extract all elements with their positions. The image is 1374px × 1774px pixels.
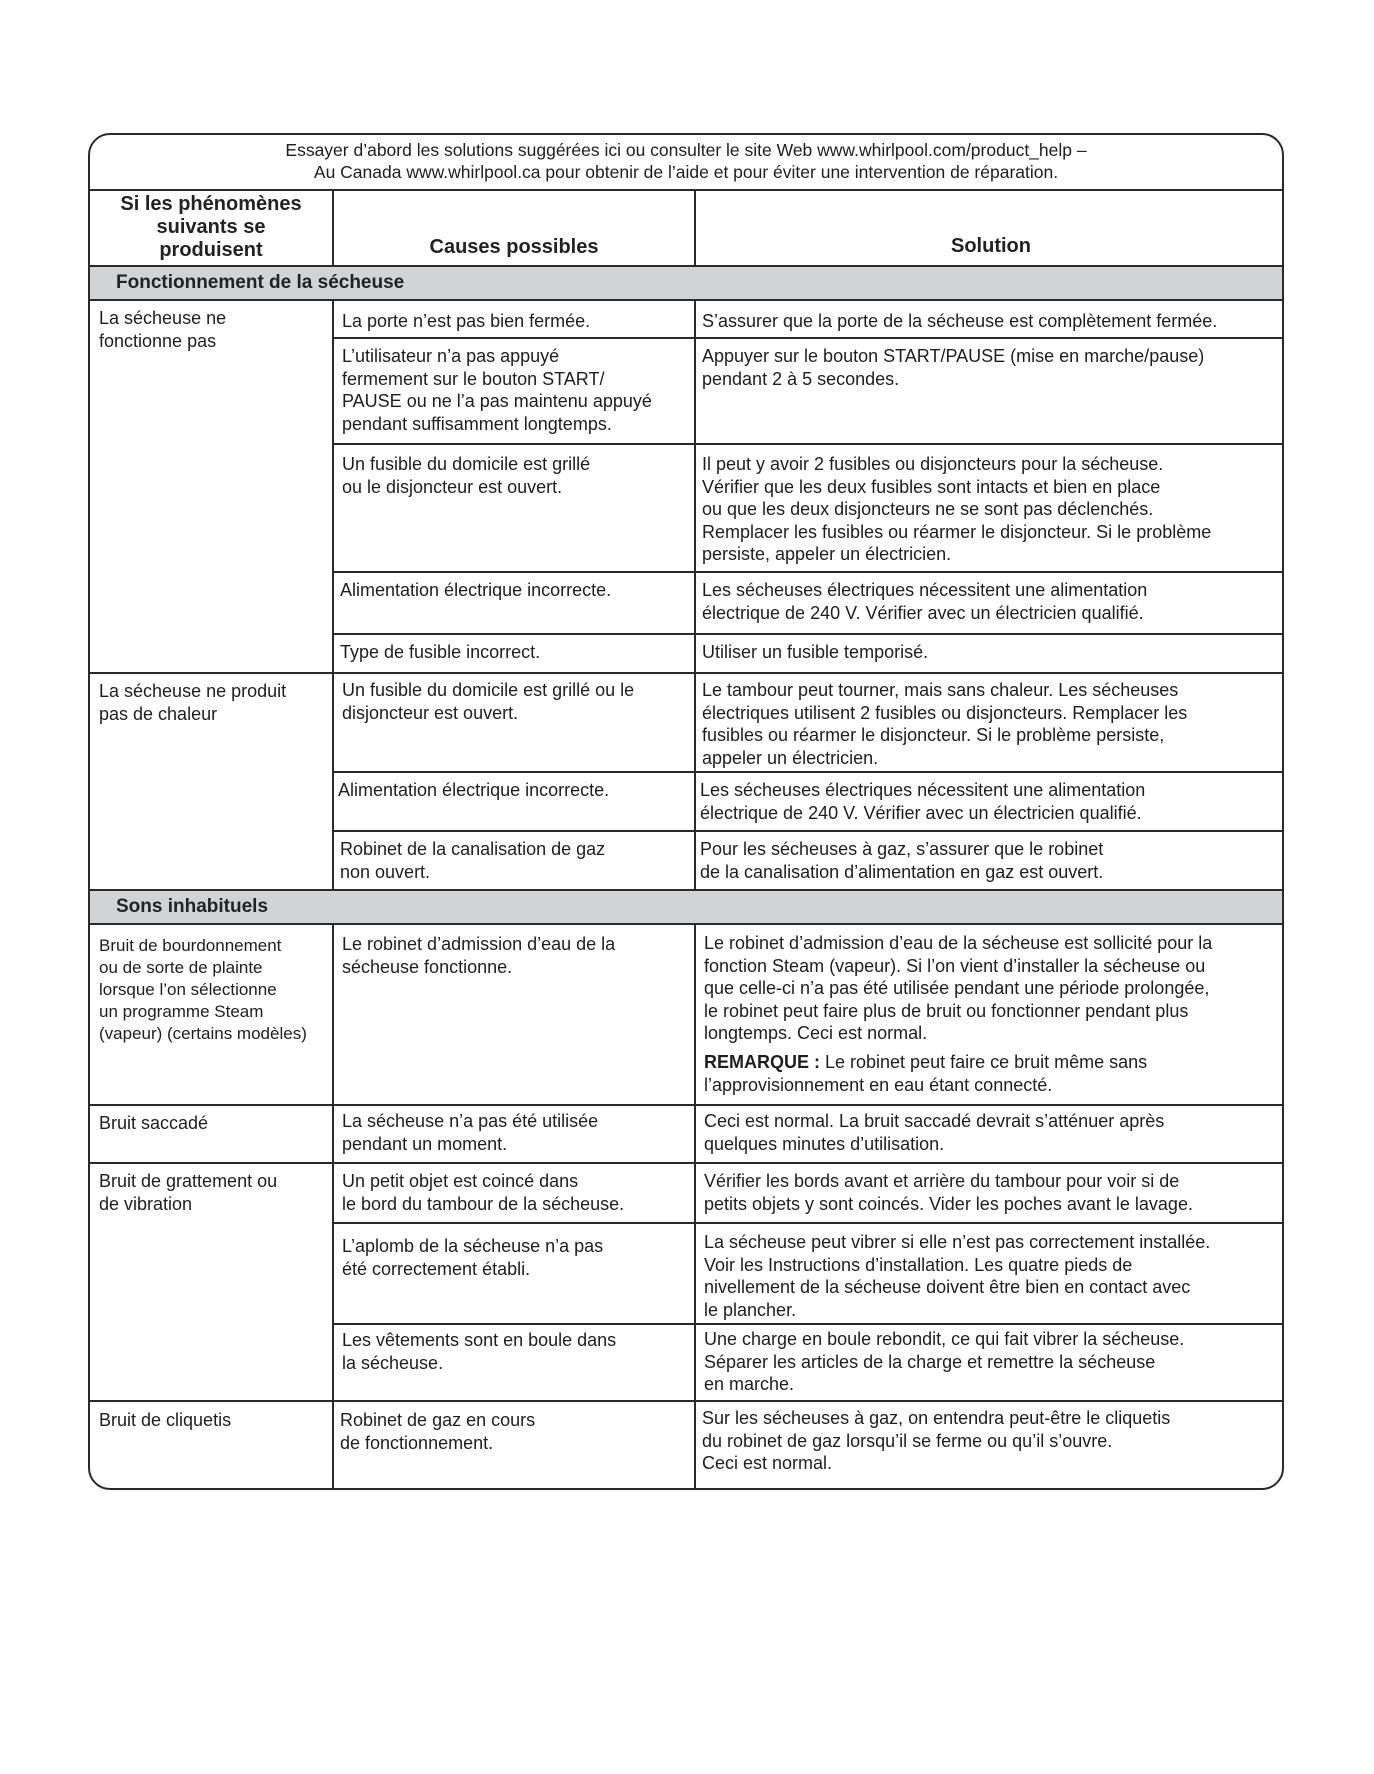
- cause-text: Le robinet d’admission d’eau de la sécheuse fonctionne.: [342, 934, 616, 977]
- cause-text: Les vêtements sont en boule dans la sécheuse.: [342, 1330, 617, 1373]
- row-divider: [332, 771, 1284, 773]
- note-label: REMARQUE :: [704, 1052, 820, 1072]
- cause-text: L’utilisateur n’a pas appuyé fermement sur le bouton START/ PAUSE ou ne l’a pas maintenu appuyé pendant suffisamment longtemps.: [342, 346, 652, 434]
- solution-text: Une charge en boule rebondit, ce qui fait vibrer la sécheuse. Séparer les articles de la charge et remettre la sécheuse en marche.: [704, 1329, 1185, 1394]
- solution-text: S’assurer que la porte de la sécheuse est complètement fermée.: [702, 311, 1218, 331]
- note-text: Le robinet peut faire ce bruit même sans l’approvisionnement en eau étant connecté.: [704, 1052, 1148, 1095]
- problem-text: Bruit de bourdonnement ou de sorte de plainte lorsque l’on sélectionne un programme Steam (vapeur) (certains modèles): [99, 936, 307, 1043]
- solution-text: Les sécheuses électriques nécessitent une alimentation électrique de 240 V. Vérifier avec un électricien qualifié.: [702, 580, 1148, 623]
- cause-text: Un petit objet est coincé dans le bord du tambour de la sécheuse.: [342, 1171, 625, 1214]
- row-divider: [90, 672, 1284, 674]
- row-divider: [332, 443, 1284, 445]
- divider-col-1: [332, 925, 334, 1490]
- section-header-operation: Fonctionnement de la sécheuse: [90, 265, 1282, 301]
- solution-text: Pour les sécheuses à gaz, s’assurer que le robinet de la canalisation d’alimentation en gaz est ouvert.: [700, 839, 1104, 882]
- row-divider: [90, 1162, 1284, 1164]
- intro-line-1: Essayer d’abord les solutions suggérées ici ou consulter le site Web www.whirlpool.com/product_help –: [285, 140, 1087, 160]
- header-causes: Causes possibles: [332, 191, 694, 267]
- problem-text: Bruit de grattement ou de vibration: [99, 1171, 278, 1214]
- row-divider: [332, 1222, 1284, 1224]
- cause-text: Robinet de gaz en cours de fonctionnement.: [340, 1410, 536, 1453]
- solution-text: Sur les sécheuses à gaz, on entendra peut-être le cliquetis du robinet de gaz lorsqu’il se ferme ou qu’il s’ouvre. Ceci est normal.: [702, 1408, 1171, 1473]
- row-divider: [332, 1323, 1284, 1325]
- intro-line-2: Au Canada www.whirlpool.ca pour obtenir de l’aide et pour éviter une intervention de réparation.: [313, 162, 1059, 182]
- cause-text: Robinet de la canalisation de gaz non ouvert.: [340, 839, 606, 882]
- solution-text: Le robinet d’admission d’eau de la sécheuse est sollicité pour la fonction Steam (vapeur). Si l’on vient d’installer la sécheuse ou que celle-ci n’a pas été utilisée pendant une période prolongée, le robinet peut faire plus de bruit ou fonctionner pendant plus longtemps. Ceci est normal.: [704, 933, 1213, 1043]
- solution-text: La sécheuse peut vibrer si elle n’est pas correctement installée. Voir les Instructions d’installation. Les quatre pieds de nivellement de la sécheuse doivent être bien en contact avec le plancher.: [704, 1232, 1211, 1320]
- cause-text: L’aplomb de la sécheuse n’a pas été correctement établi.: [342, 1236, 604, 1279]
- divider-col-2: [694, 925, 696, 1490]
- divider-col-1: [332, 301, 334, 889]
- solution-text: Les sécheuses électriques nécessitent une alimentation électrique de 240 V. Vérifier avec un électricien qualifié.: [700, 780, 1146, 823]
- cause-text: Un fusible du domicile est grillé ou le disjoncteur est ouvert.: [342, 680, 635, 723]
- row-divider: [332, 337, 1284, 339]
- cause-text: Un fusible du domicile est grillé ou le disjoncteur est ouvert.: [342, 454, 591, 497]
- header-problem: Si les phénomènes suivants se produisent: [120, 193, 302, 261]
- row-divider: [332, 830, 1284, 832]
- intro-banner: [90, 135, 1282, 191]
- problem-text: La sécheuse ne produit pas de chaleur: [99, 681, 287, 724]
- solution-text: Il peut y avoir 2 fusibles ou disjoncteurs pour la sécheuse. Vérifier que les deux fusibles sont intacts et bien en place ou que les deux disjoncteurs ne se sont pas déclenchés. Remplacer les fusibles ou réarmer le disjoncteur. Si le problème persiste, appeler un électricien.: [702, 454, 1212, 564]
- cause-text: La sécheuse n’a pas été utilisée pendant un moment.: [342, 1111, 599, 1154]
- divider-col-2: [694, 301, 696, 889]
- cause-text: Alimentation électrique incorrecte.: [338, 780, 610, 800]
- section-header-sounds: Sons inhabituels: [90, 889, 1282, 925]
- solution-text: Le tambour peut tourner, mais sans chaleur. Les sécheuses électriques utilisent 2 fusibles ou disjoncteurs. Remplacer les fusibles ou réarmer le disjoncteur. Si le problème persiste, appeler un électricien.: [702, 680, 1188, 768]
- problem-text: Bruit de cliquetis: [99, 1410, 232, 1430]
- solution-text: Appuyer sur le bouton START/PAUSE (mise en marche/pause) pendant 2 à 5 secondes.: [702, 346, 1205, 389]
- row-divider: [332, 633, 1284, 635]
- troubleshooting-table: [88, 133, 1284, 1490]
- row-divider: [332, 571, 1284, 573]
- row-divider: [90, 1400, 1284, 1402]
- solution-text: Vérifier les bords avant et arrière du tambour pour voir si de petits objets y sont coincés. Vider les poches avant le lavage.: [704, 1171, 1193, 1214]
- problem-text: Bruit saccadé: [99, 1113, 209, 1133]
- cause-text: Alimentation électrique incorrecte.: [340, 580, 612, 600]
- solution-text: Ceci est normal. La bruit saccadé devrait s’atténuer après quelques minutes d’utilisation.: [704, 1111, 1165, 1154]
- solution-note: [704, 1051, 1147, 1096]
- problem-text: La sécheuse ne fonctionne pas: [99, 308, 227, 351]
- cause-text: Type de fusible incorrect.: [340, 642, 541, 662]
- solution-text: Utiliser un fusible temporisé.: [702, 642, 929, 662]
- header-solution: Solution: [694, 191, 1284, 267]
- cause-text: La porte n’est pas bien fermée.: [342, 311, 591, 331]
- row-divider: [90, 1104, 1284, 1106]
